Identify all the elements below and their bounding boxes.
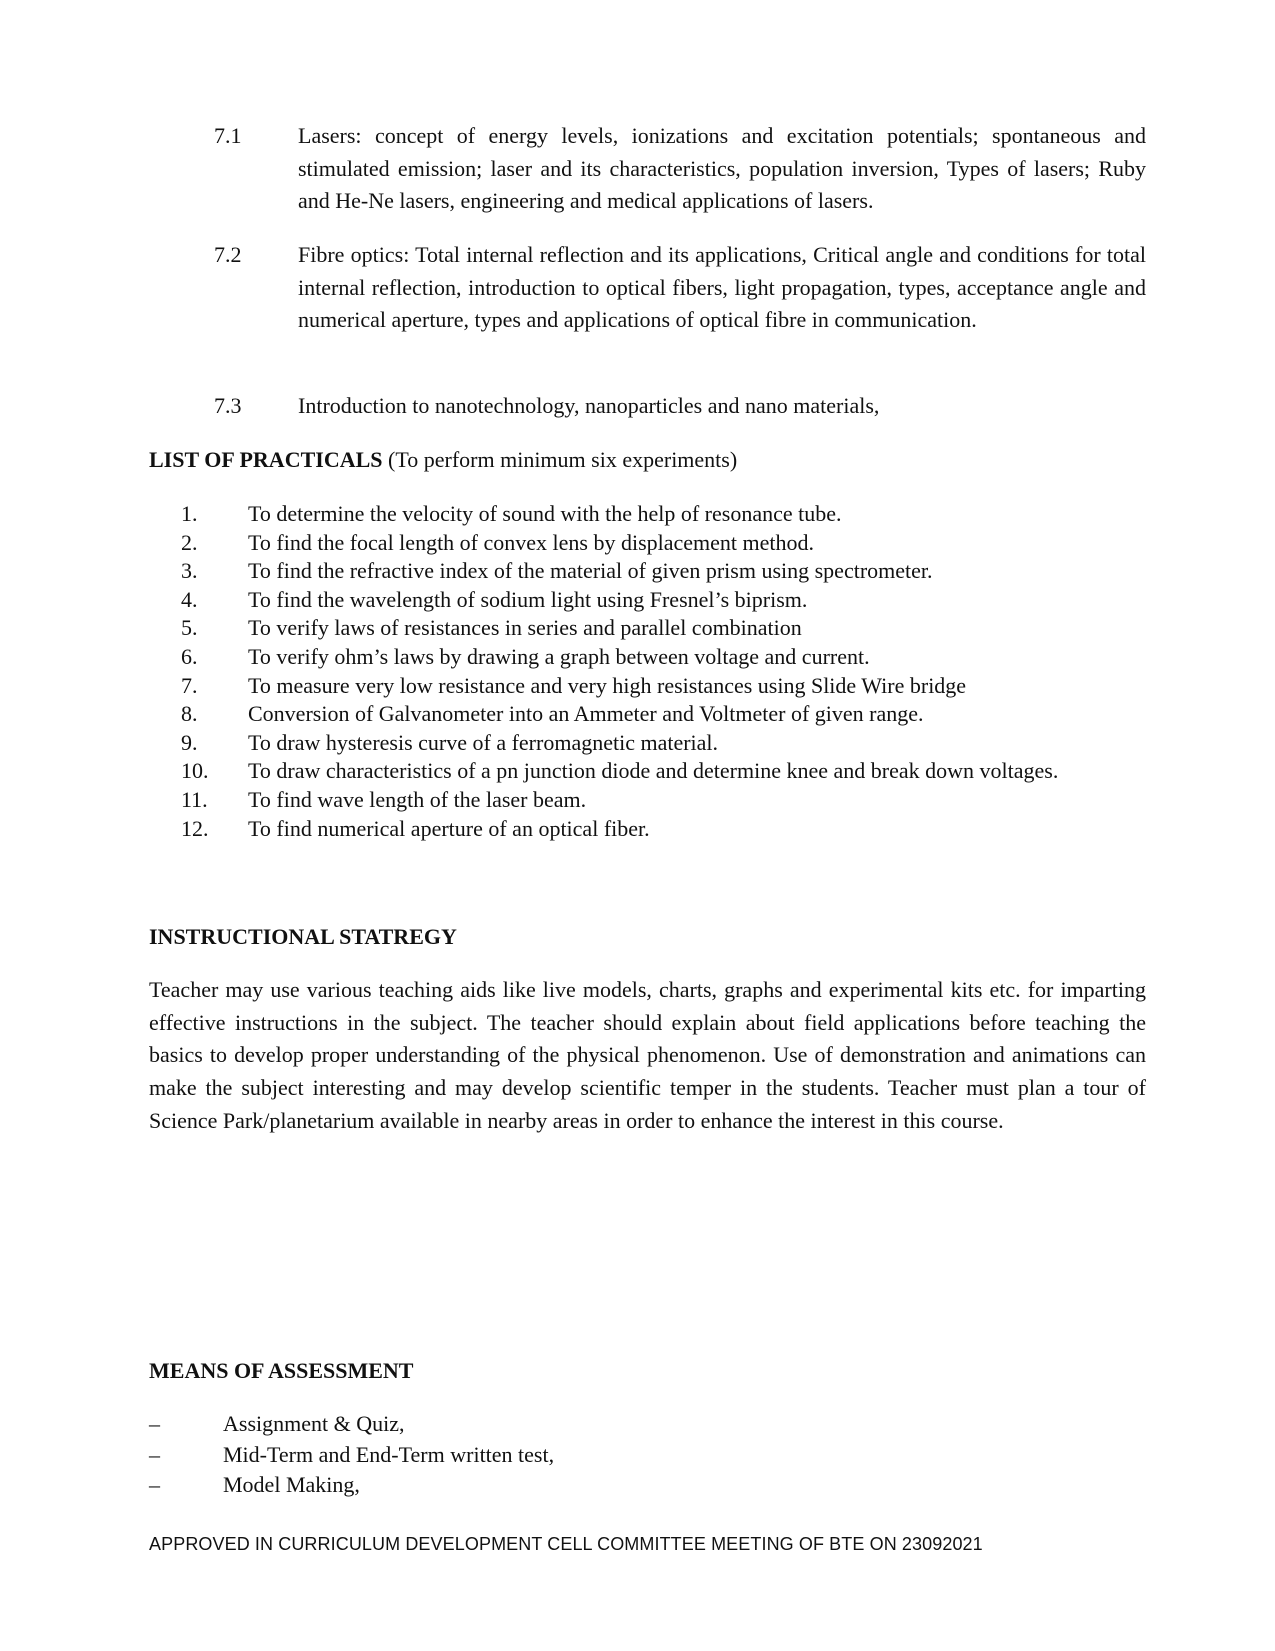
practicals-heading-text: LIST OF PRACTICALS: [149, 447, 383, 472]
item-number: 11.: [181, 786, 208, 812]
item-text: To draw hysteresis curve of a ferromagnetic material.: [248, 729, 719, 755]
item-number: 3.: [181, 558, 198, 584]
strategy-heading: INSTRUCTIONAL STATREGY: [149, 924, 457, 949]
item-number: 9.: [181, 729, 198, 755]
item-text: To find wave length of the laser beam.: [248, 786, 587, 812]
dash-bullet: –: [149, 1441, 160, 1467]
list-item: [149, 1409, 1146, 1440]
item-text: To find numerical aperture of an optical fiber.: [248, 815, 650, 841]
list-item: [149, 729, 1146, 758]
item-number: 2.: [181, 529, 198, 555]
item-text: To measure very low resistance and very high resistances using Slide Wire bridge: [248, 672, 967, 698]
strategy-paragraph: Teacher may use various teaching aids like live models, charts, graphs and experimental kits etc. for imparting effective instructions in the subject. The teacher should explain about field applications before teaching the basics to develop proper understanding of the physical phenomenon. Use of demonstration and animations can make the subject interesting and may develop scientific temper in the students. Teacher must plan a tour of Science Park/planetarium available in nearby areas in order to enhance the interest in this course.: [149, 977, 1146, 1133]
topic-text: Introduction to nanotechnology, nanoparticles and nano materials,: [298, 393, 880, 418]
item-number: 1.: [181, 501, 198, 526]
item-number: 7.: [181, 672, 198, 698]
list-item: [149, 672, 1146, 701]
list-item: [149, 557, 1146, 586]
topic-number: 7.3: [214, 393, 242, 418]
list-item: [149, 500, 1146, 529]
item-number: 12.: [181, 815, 209, 841]
topic-text: Lasers: concept of energy levels, ionizations and excitation potentials; spontaneous and stimulated emission; laser and its characteristics, population inversion, Types of lasers; Ruby and He-Ne lasers, engineering and medical applications of lasers.: [298, 123, 1146, 213]
list-item: [149, 614, 1146, 643]
item-text: To find the wavelength of sodium light using Fresnel’s biprism.: [248, 586, 808, 612]
topic-number: 7.1: [214, 123, 242, 148]
list-item: [149, 757, 1146, 786]
item-number: 10.: [181, 758, 209, 784]
list-item: [149, 1470, 1146, 1501]
item-text: To draw characteristics of a pn junction diode and determine knee and break down voltages.: [248, 758, 1059, 784]
dash-bullet: –: [149, 1411, 160, 1436]
list-item: [149, 1440, 1146, 1471]
item-text: Model Making,: [223, 1472, 360, 1497]
dash-bullet: –: [149, 1472, 160, 1497]
assessment-list: [149, 1409, 1146, 1501]
item-number: 6.: [181, 643, 198, 669]
assessment-heading: MEANS OF ASSESSMENT: [149, 1358, 414, 1383]
list-item: [149, 786, 1146, 815]
item-text: Assignment & Quiz,: [223, 1411, 405, 1436]
item-text: To find the refractive index of the material of given prism using spectrometer.: [248, 558, 933, 584]
list-item: [149, 700, 1146, 729]
item-number: 4.: [181, 586, 198, 612]
list-item: [149, 815, 1146, 844]
item-text: Conversion of Galvanometer into an Ammeter and Voltmeter of given range.: [248, 701, 924, 727]
item-text: To determine the velocity of sound with the help of resonance tube.: [248, 501, 842, 526]
list-item: [149, 529, 1146, 558]
practicals-note: (To perform minimum six experiments): [388, 447, 738, 472]
item-text: To verify laws of resistances in series and parallel combination: [248, 615, 802, 641]
practicals-heading: [149, 447, 737, 473]
item-text: To find the focal length of convex lens by displacement method.: [248, 529, 815, 555]
item-text: To verify ohm’s laws by drawing a graph between voltage and current.: [248, 643, 870, 669]
item-text: Mid-Term and End-Term written test,: [223, 1441, 555, 1467]
topic-text: Fibre optics: Total internal reflection and its applications, Critical angle and conditions for total internal reflection, introduction to optical fibers, light propagation, types, acceptance angle and numerical aperture, types and applications of optical fibre in communication.: [298, 242, 1146, 332]
page-footer: APPROVED IN CURRICULUM DEVELOPMENT CELL COMMITTEE MEETING OF BTE ON 23092021: [149, 1534, 983, 1554]
list-item: [149, 643, 1146, 672]
item-number: 8.: [181, 701, 198, 727]
practicals-list: [149, 500, 1146, 843]
item-number: 5.: [181, 615, 198, 641]
list-item: [149, 586, 1146, 615]
topic-number: 7.2: [214, 242, 242, 267]
